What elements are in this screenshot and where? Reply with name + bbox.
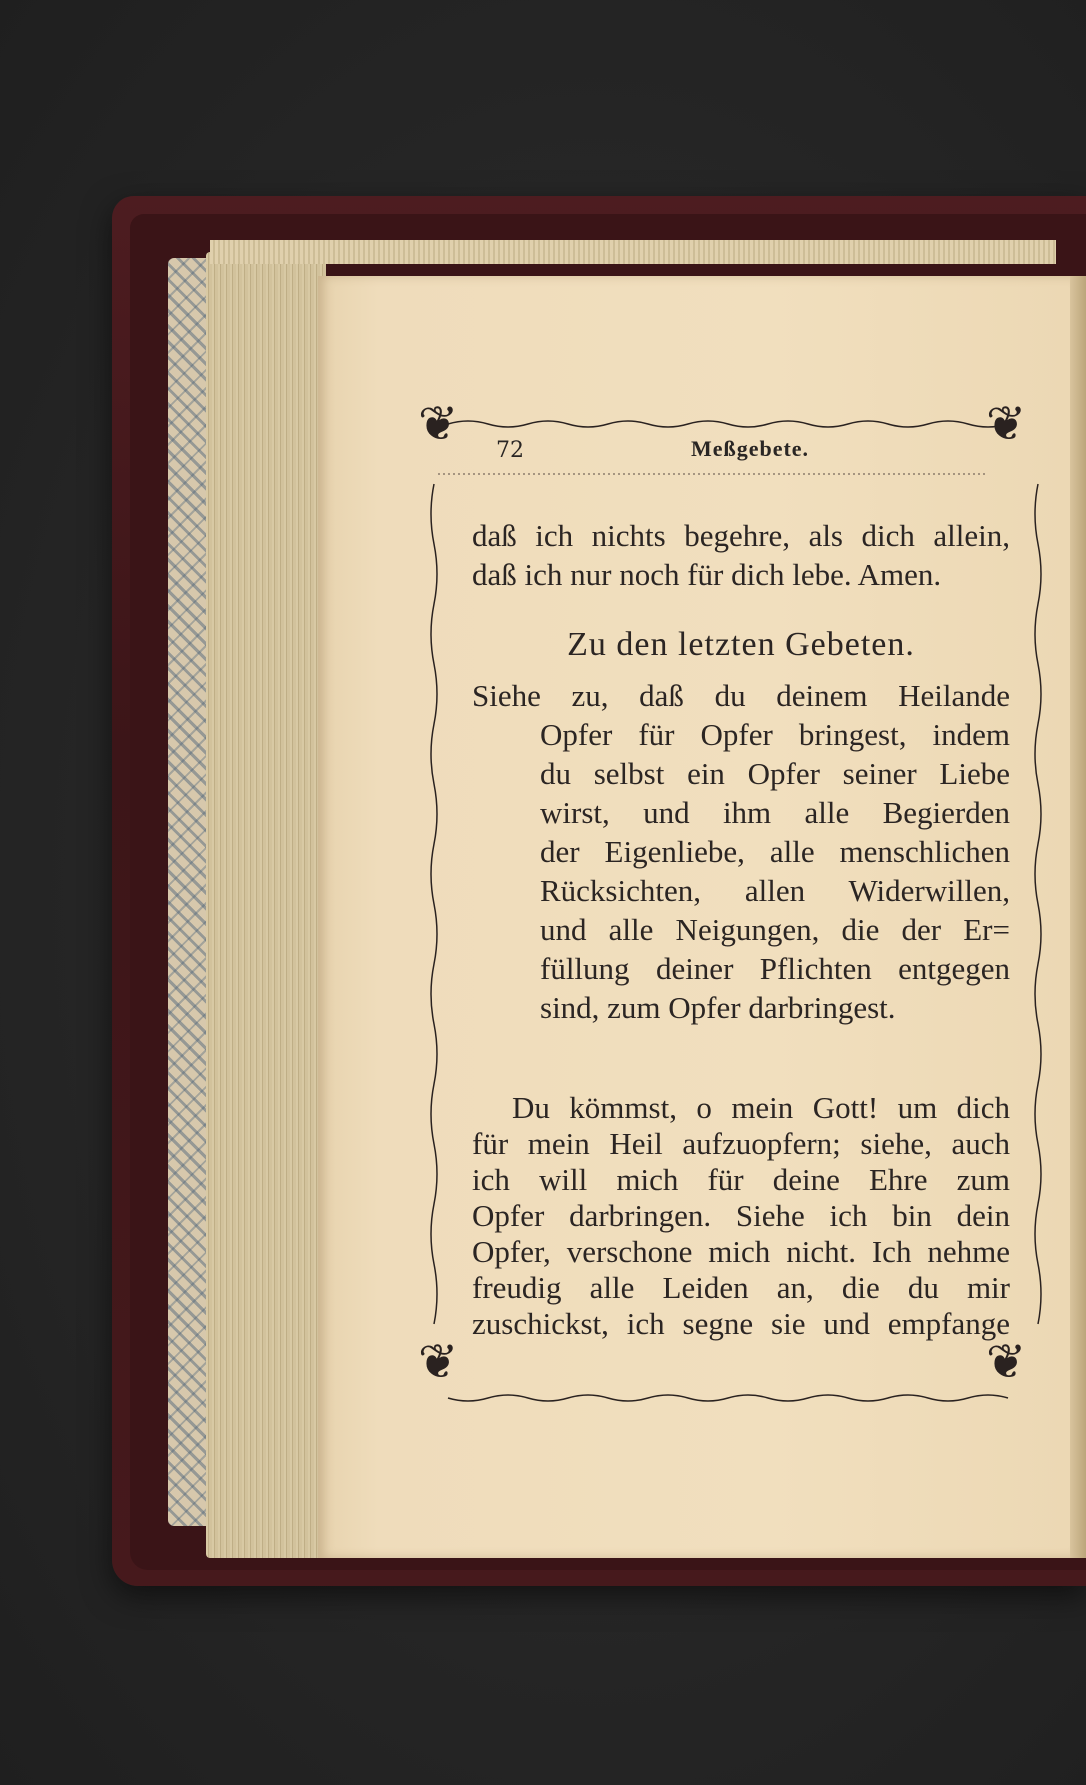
text-line: sind, zum Opfer darbringest. <box>540 990 896 1025</box>
page-block-edges <box>206 252 326 1558</box>
paragraph-2 <box>472 676 1010 1027</box>
text-line: der Eigenliebe, alle menschlichen <box>540 834 1010 869</box>
text-line: Opfer für Opfer bringest, indem <box>540 717 1010 752</box>
text-line: Rücksichten, allen Widerwillen, <box>540 873 1010 908</box>
text-line: Du kömmst, o mein Gott! um dich <box>512 1090 1010 1125</box>
text-line: daß ich nur noch für dich lebe. Amen. <box>472 557 942 592</box>
corner-ornament-bottom-left: ❦ <box>418 1334 459 1390</box>
text-line: zuschickst, ich segne sie und empfange <box>472 1306 1010 1341</box>
page-number: 72 <box>496 438 524 463</box>
paragraph-3 <box>472 1090 1010 1342</box>
corner-ornament-top-left: ❦ <box>418 396 459 452</box>
paragraph-1 <box>472 516 1010 594</box>
text-line: Opfer darbringen. Siehe ich bin dein <box>472 1198 1010 1233</box>
text-line: wirst, und ihm alle Begierden <box>540 795 1010 830</box>
text-line: ich will mich für deine Ehre zum <box>472 1162 1010 1197</box>
corner-ornament-top-right: ❦ <box>986 396 1027 452</box>
text-line: für mein Heil aufzuopfern; siehe, auch <box>472 1126 1010 1161</box>
running-head: Meßgebete. <box>690 436 810 461</box>
text-line: du selbst ein Opfer seiner Liebe <box>540 756 1010 791</box>
page-curl-edge <box>1070 276 1086 1558</box>
text-line: füllung deiner Pflichten entgegen <box>540 951 1010 986</box>
text-line: Opfer, verschone mich nicht. Ich nehme <box>472 1234 1010 1269</box>
text-line: freudig alle Leiden an, die du mir <box>472 1270 1010 1305</box>
text-line: Siehe zu, daß du deinem Heilande <box>472 678 1010 713</box>
page-top-edge <box>210 240 1056 264</box>
text-line: und alle Neigungen, die der Er= <box>540 912 1010 947</box>
corner-ornament-bottom-right: ❦ <box>986 1334 1027 1390</box>
section-heading: Zu den letzten Gebeten. <box>567 626 915 663</box>
text-line: daß ich nichts begehre, als dich allein, <box>472 518 1010 553</box>
